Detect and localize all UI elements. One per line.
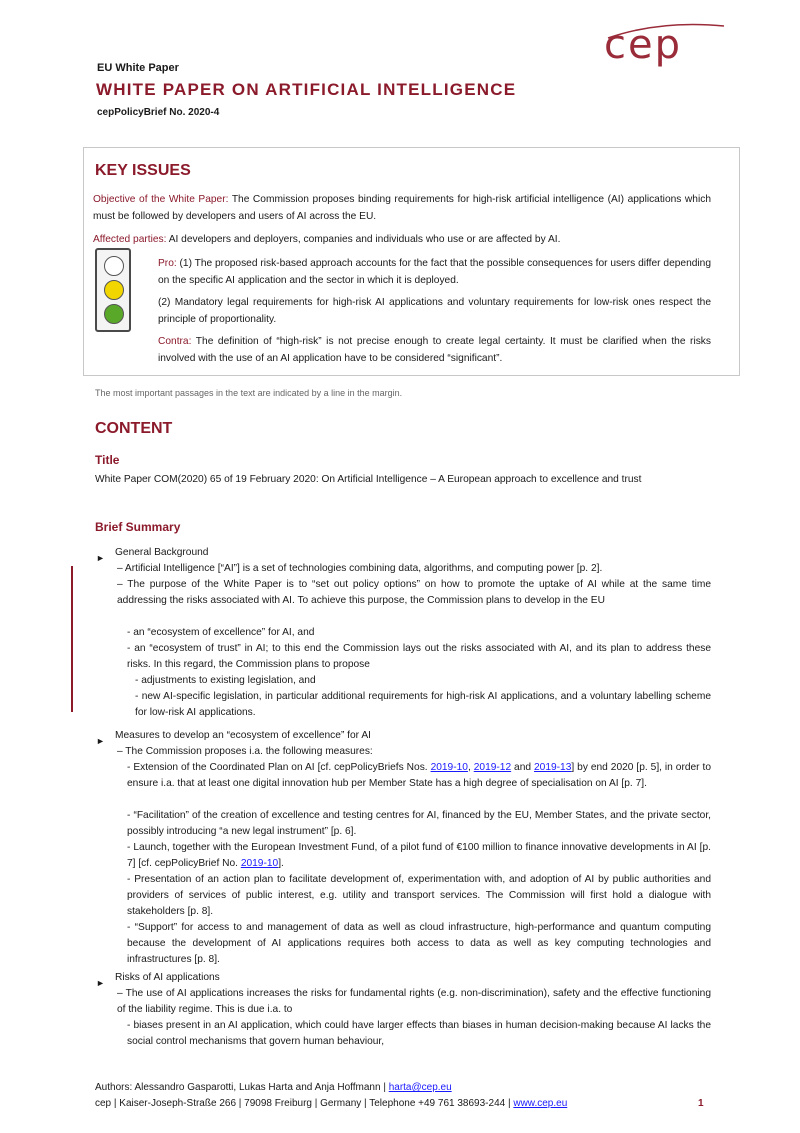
risks-heading: Risks of AI applications [115,972,220,983]
objective-text: The Commission proposes binding requirements for high-risk artificial intelligence (AI) applications which must be followed by developers and users of AI across the EU. [93,194,711,222]
general-item-2b2: - new AI-specific legislation, in particular additional requirements for high-risk AI applications, and a voluntary labelling scheme for low-risk AI applications. [135,691,711,718]
risks-item-1: – The use of AI applications increases the risks for fundamental rights (e.g. non-discrimination), safety and the effective functioning of the liability regime. This is due i.a. to [117,988,711,1015]
measures-heading: Measures to develop an “ecosystem of excellence” for AI [115,730,371,741]
general-item-2a: - an “ecosystem of excellence” for AI, and [127,627,315,638]
general-item-2: – The purpose of the White Paper is to “set out policy options” on how to promote the uptake of AI while at the same time addressing the risks associated with AI. To achieve this purpose, the Commission plans to develop in the EU [117,579,711,606]
measures-item-1c-text: - Launch, together with the European Investment Fund, of a pilot fund of €100 million to finance innovative developments in AI [p. 7] [cf. cepPolicyBrief No. [127,842,711,869]
policybrief-link-2019-10-b[interactable]: 2019-10 [240,858,279,869]
website-link[interactable]: www.cep.eu [513,1098,568,1109]
contra-label: Contra: [158,336,192,347]
bullet-arrow-icon: ► [96,978,105,988]
measures-item-1d: - Presentation of an action plan to facilitate development of, experimentation with, and adoption of AI by public authorities and providers of services of public interest, e.g. utility and transport services. The Commission will first hold a dialogue with stakeholders [p. 8]. [127,874,711,917]
policybrief-link-2019-12[interactable]: 2019-12 [473,762,512,773]
general-item-2b1: - adjustments to existing legislation, and [135,675,316,686]
separator: and [511,762,534,773]
page-number: 1 [698,1098,704,1109]
separator: , [467,762,474,773]
affected-label: Affected parties: [93,234,167,245]
authors-text: Authors: Alessandro Gasparotti, Lukas Harta and Anja Hoffmann | [95,1082,389,1093]
traffic-light-green [104,304,124,324]
brief-number: cepPolicyBrief No. 2020-4 [97,107,220,118]
bullet-arrow-icon: ► [96,553,105,563]
contra-paragraph [158,334,711,367]
measures-item-1a [127,760,711,792]
pro-text-1: (1) The proposed risk-based approach accounts for the fact that the possible consequences for users differ depending on the specific AI application and the sector in which it is deployed. [158,258,711,286]
content-heading: CONTENT [95,420,173,437]
bullet-arrow-icon: ► [96,736,105,746]
author-email-link[interactable]: harta@cep.eu [388,1082,452,1093]
summary-heading: Brief Summary [95,520,181,534]
measures-item-1a-text: - Extension of the Coordinated Plan on AI [cf. cepPolicyBriefs Nos. [127,762,431,773]
title-text: White Paper COM(2020) 65 of 19 February 2020: On Artificial Intelligence – A European approach to excellence and trust [95,474,642,485]
traffic-light-white [104,256,124,276]
document-type: EU White Paper [97,62,179,74]
address-text: cep | Kaiser-Joseph-Straße 266 | 79098 Freiburg | Germany | Telephone +49 761 38693-244 | [95,1098,514,1109]
pro-paragraph-1 [158,256,711,289]
margin-marker-line [71,566,73,712]
measures-item-1c [127,840,711,872]
general-background-heading: General Background [115,547,209,558]
affected-paragraph [93,232,711,249]
affected-text: AI developers and deployers, companies and individuals who use or are affected by AI. [166,234,561,245]
pro-paragraph-2: (2) Mandatory legal requirements for high-risk AI applications and voluntary requirements for low-risk ones respect the principle of proportionality. [158,297,711,325]
measures-item-1b: - “Facilitation” of the creation of excellence and testing centres for AI, financed by the EU, Member States, and the private sector, possibly introducing “a new legal instrument” [p. 6]. [127,810,711,837]
pro-label: Pro: [158,258,177,269]
cep-logo: cep [604,22,682,68]
risks-item-1a: - biases present in an AI application, which could have larger effects than biases in human decision-making because AI lacks the social control mechanisms that govern human behaviour, [127,1020,711,1047]
general-item-2b: - an “ecosystem of trust” in AI; to this end the Commission lays out the risks associated with AI, and its plan to address these risks. In this regard, the Commission plans to propose [127,643,711,670]
contra-text: The definition of “high-risk” is not precise enough to create legal certainty. It must be clarified when the risks involved with the use of an AI application have to be considered “significant”. [158,336,711,364]
general-item-1: – Artificial Intelligence [“AI”] is a set of technologies combining data, algorithms, and computing power [p. 2]. [117,563,603,574]
key-issues-title: KEY ISSUES [95,162,191,179]
objective-paragraph [93,192,711,225]
measures-item-1c-tail: ]. [278,858,284,869]
objective-label: Objective of the White Paper: [93,194,229,205]
footer-address [95,1098,567,1109]
measures-item-1: – The Commission proposes i.a. the following measures: [117,746,373,757]
policybrief-link-2019-10[interactable]: 2019-10 [430,762,468,773]
measures-item-1a-tail: ] by end 2020 [p. 5], in order to ensure i.a. that at least one digital innovation hub per Member State has a high degree of specialisation on AI [p. 7]. [127,762,711,789]
page-title: WHITE PAPER ON ARTIFICIAL INTELLIGENCE [96,80,517,99]
measures-item-1e: - “Support” for access to and management of data as well as cloud infrastructure, high-performance and quantum computing because the development of AI applications requires both access to data as well as key computing technologies and infrastructures [p. 8]. [127,922,711,965]
traffic-light-yellow [104,280,124,300]
title-heading: Title [95,453,120,467]
policybrief-link-2019-13[interactable]: 2019-13 [534,762,572,773]
footer-authors [95,1082,452,1093]
margin-note: The most important passages in the text are indicated by a line in the margin. [95,388,403,398]
traffic-light-icon [95,248,131,332]
